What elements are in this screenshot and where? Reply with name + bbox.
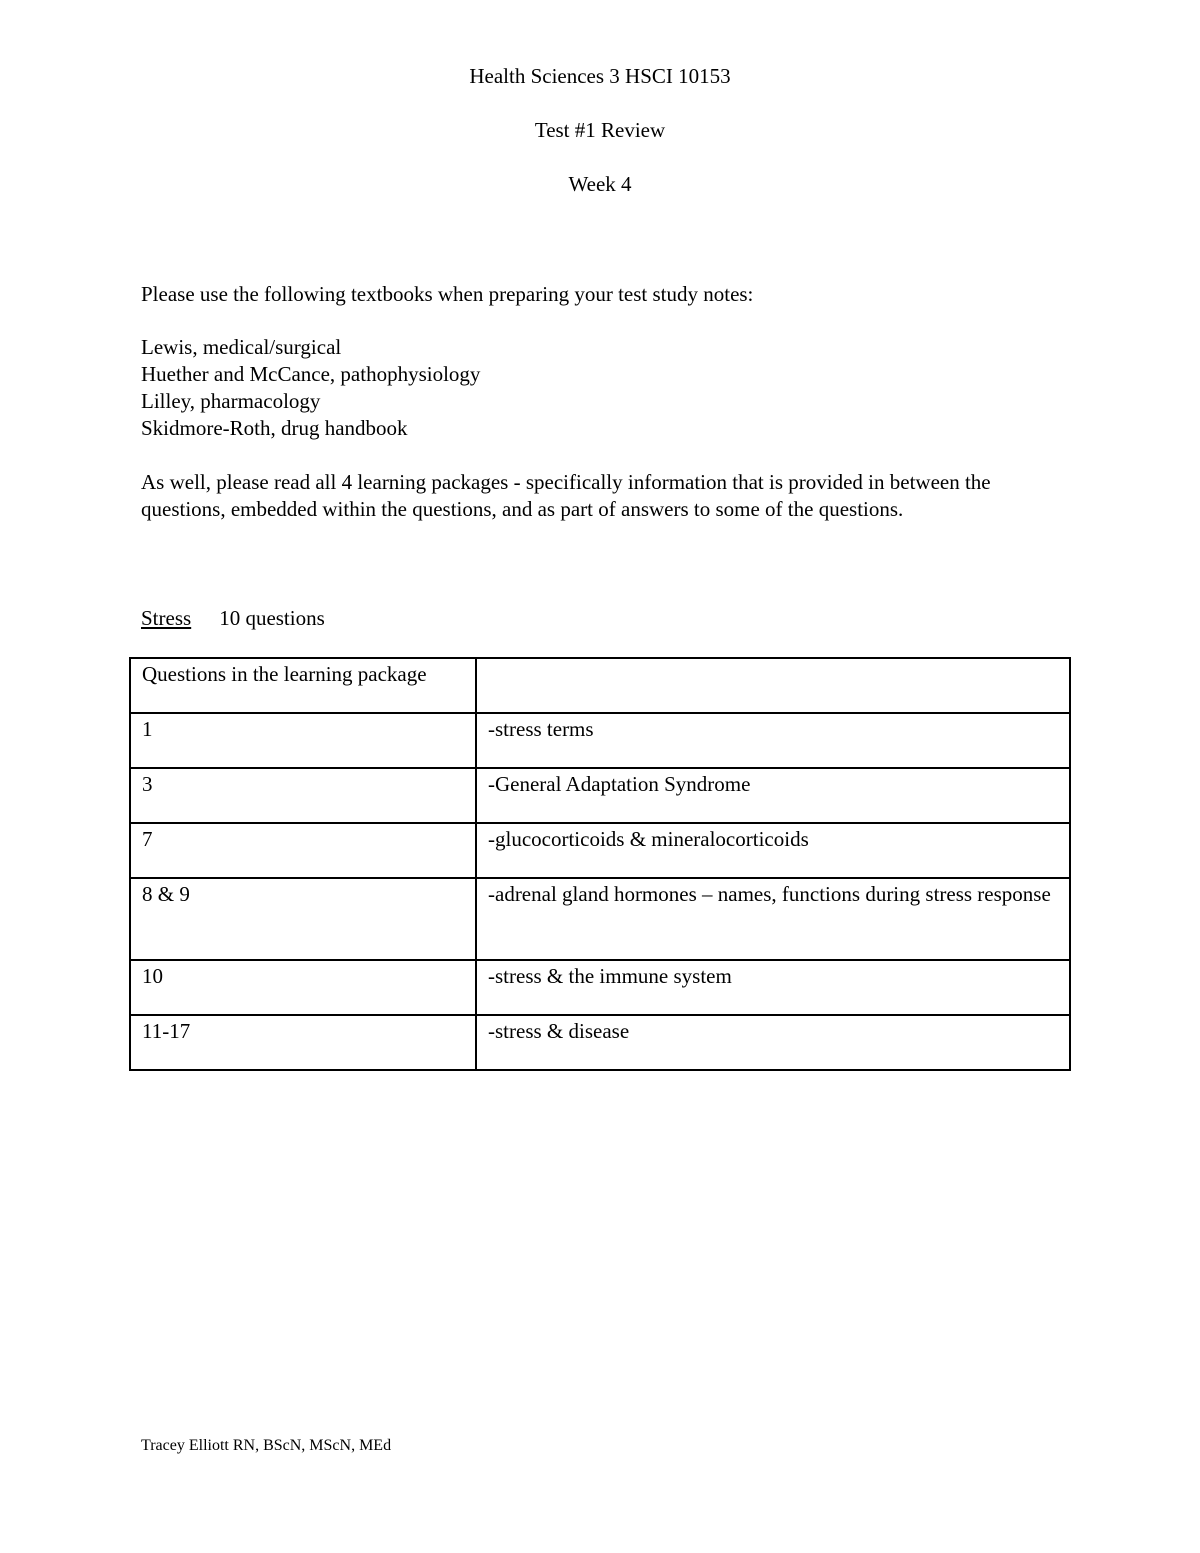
question-number-cell: 10 bbox=[130, 960, 476, 1015]
question-number-cell: 8 & 9 bbox=[130, 878, 476, 960]
topic-cell: -stress terms bbox=[476, 713, 1070, 768]
topic-cell: -adrenal gland hormones – names, functions during stress response bbox=[476, 878, 1070, 960]
table-row bbox=[130, 768, 1070, 823]
table-row bbox=[130, 713, 1070, 768]
table-row bbox=[130, 960, 1070, 1015]
topic-cell: -General Adaptation Syndrome bbox=[476, 768, 1070, 823]
document-title: Test #1 Review bbox=[534, 118, 666, 142]
author-footer: Tracey Elliott RN, BScN, MScN, MEd bbox=[141, 1437, 392, 1454]
textbook-item: Skidmore-Roth, drug handbook bbox=[141, 416, 408, 440]
section-question-count: 10 questions bbox=[219, 606, 325, 630]
table-header-cell bbox=[476, 658, 1070, 713]
table-header-row bbox=[130, 658, 1070, 713]
topic-cell: -stress & the immune system bbox=[476, 960, 1070, 1015]
section-heading bbox=[141, 605, 325, 632]
textbook-list bbox=[141, 334, 1071, 442]
section-title: Stress bbox=[141, 606, 192, 630]
question-number-cell: 7 bbox=[130, 823, 476, 878]
intro-paragraph: Please use the following textbooks when preparing your test study notes: bbox=[141, 282, 754, 306]
topic-cell: -stress & disease bbox=[476, 1015, 1070, 1070]
week-label: Week 4 bbox=[568, 172, 632, 196]
table-header-cell: Questions in the learning package bbox=[130, 658, 476, 713]
review-table bbox=[129, 657, 1071, 1071]
table-row bbox=[130, 1015, 1070, 1070]
textbook-item: Lewis, medical/surgical bbox=[141, 335, 342, 359]
question-number-cell: 11-17 bbox=[130, 1015, 476, 1070]
table-row bbox=[130, 878, 1070, 960]
learning-packages-paragraph: As well, please read all 4 learning packages - specifically information that is provided in between the questions, embedded within the questions, and as part of answers to some of the questions. bbox=[141, 470, 991, 521]
textbook-item: Huether and McCance, pathophysiology bbox=[141, 362, 481, 386]
topic-cell: -glucocorticoids & mineralocorticoids bbox=[476, 823, 1070, 878]
textbook-item: Lilley, pharmacology bbox=[141, 389, 321, 413]
table-row bbox=[130, 823, 1070, 878]
question-number-cell: 3 bbox=[130, 768, 476, 823]
course-title: Health Sciences 3 HSCI 10153 bbox=[469, 64, 731, 88]
question-number-cell: 1 bbox=[130, 713, 476, 768]
